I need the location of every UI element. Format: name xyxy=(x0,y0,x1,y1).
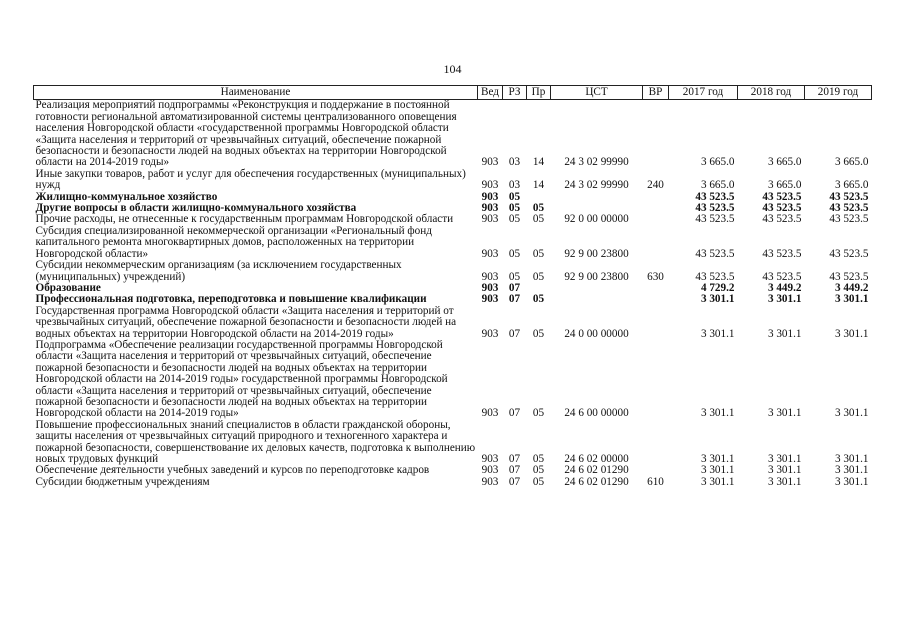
row-vr xyxy=(643,214,669,225)
row-2019: 43 523.5 xyxy=(829,190,869,203)
row-pr: 05 xyxy=(532,213,545,226)
row-2017: 3 301.1 xyxy=(700,475,735,488)
row-2018: 3 301.1 xyxy=(767,407,802,420)
row-2019: 43 523.5 xyxy=(829,270,869,283)
header-row xyxy=(34,86,872,100)
row-name: Подпрограмма «Обеспечение реализации государственной программы Новгородской области «Защита населения и территорий от чрезвычайных ситуаций, обеспечение пожарной безопасности и безопасности людей на водных объектах на территории Новгородской области на 2014-2019 годы» государственной программы Новгородской области «Защита населения и территорий от чрезвычайных ситуаций, обеспечение пожарной безопасности и безопасности людей на водных объектах на территории Новгородской области на 2014-2019 годы» xyxy=(35,338,448,420)
row-vr: 610 xyxy=(647,475,664,488)
row-rz: 07 xyxy=(508,407,521,420)
row-name: Субсидии бюджетным учреждениям xyxy=(35,475,210,488)
header-pr: Пр xyxy=(527,86,551,100)
row-2017: 3 301.1 xyxy=(700,327,735,340)
row-cst: 92 9 00 23800 xyxy=(564,270,629,283)
row-vr xyxy=(643,203,669,214)
row-vr xyxy=(643,100,669,169)
row-vr xyxy=(643,340,669,420)
row-vr: 240 xyxy=(647,179,664,192)
row-rz: 03 xyxy=(508,179,521,192)
row-cst: 24 6 02 01290 xyxy=(564,464,629,477)
row-2018: 43 523.5 xyxy=(762,270,802,283)
row-pr: 05 xyxy=(532,247,545,260)
row-vr xyxy=(643,306,669,340)
table-row xyxy=(34,306,872,340)
row-2019: 3 301.1 xyxy=(834,407,869,420)
row-name: Субсидия специализированной некоммерческой организации «Региональный фонд капитального ремонта многоквартирных домов, расположенных на территории Новгородской области» xyxy=(35,224,432,260)
row-pr: 05 xyxy=(532,202,545,215)
row-2019: 3 301.1 xyxy=(834,453,869,465)
row-2018: 43 523.5 xyxy=(762,213,802,226)
row-name: Образование xyxy=(35,281,101,294)
row-name: Государственная программа Новгородской области «Защита населения и территорий от чрезвычайных ситуаций, обеспечение пожарной безопасности и безопасности людей на водных объектах на территории Новгородской области на 2014-2019 годы» xyxy=(35,304,457,340)
row-ved: 903 xyxy=(481,190,499,203)
row-rz: 03 xyxy=(508,156,521,169)
header-ved: Вед xyxy=(478,86,503,100)
row-name: Повышение профессиональных знаний специалистов в области гражданской обороны, защиты населения от чрезвычайных ситуаций природного и техногенного характера и пожарной безопасности, совершенствование их деловых качеств, подготовка к выполнению новых трудовых функций xyxy=(35,418,476,465)
row-2019: 3 665.0 xyxy=(834,179,869,192)
table-row xyxy=(34,169,872,192)
row-cst xyxy=(551,192,643,203)
row-rz: 07 xyxy=(508,453,521,465)
row-cst: 24 3 02 99990 xyxy=(564,179,629,192)
row-ved: 903 xyxy=(481,179,499,192)
row-cst: 92 0 00 00000 xyxy=(564,213,629,226)
row-ved: 903 xyxy=(481,202,499,215)
row-2017: 43 523.5 xyxy=(695,247,735,260)
row-pr: 14 xyxy=(532,179,545,192)
row-2017: 3 301.1 xyxy=(700,407,735,420)
row-ved: 903 xyxy=(481,464,499,477)
row-2019: 3 301.1 xyxy=(834,327,869,340)
table-row xyxy=(34,226,872,260)
row-name: Другие вопросы в области жилищно-коммунального хозяйства xyxy=(35,202,357,215)
row-pr: 05 xyxy=(532,464,545,477)
row-vr xyxy=(643,294,669,305)
row-vr xyxy=(643,192,669,203)
row-2018: 3 301.1 xyxy=(767,464,802,477)
row-name: Прочие расходы, не отнесенные к государственным программам Новгородской области xyxy=(35,213,454,226)
row-ved: 903 xyxy=(481,213,499,226)
row-name: Профессиональная подготовка, переподготовка и повышение квалификации xyxy=(35,293,427,306)
row-2017: 43 523.5 xyxy=(695,270,735,283)
row-rz: 07 xyxy=(508,293,521,306)
row-cst: 24 3 02 99990 xyxy=(564,156,629,169)
row-pr: 14 xyxy=(532,156,545,169)
header-2018: 2018 год xyxy=(738,86,805,100)
row-cst xyxy=(551,294,643,305)
header-name: Наименование xyxy=(34,86,478,100)
row-2019: 3 301.1 xyxy=(834,464,869,477)
row-rz: 07 xyxy=(508,475,521,488)
row-name: Иные закупки товаров, работ и услуг для обеспечения государственных (муниципальных) нужд xyxy=(35,167,466,192)
row-2018: 3 301.1 xyxy=(767,475,802,488)
row-rz: 05 xyxy=(508,213,521,226)
row-2019: 3 301.1 xyxy=(834,475,869,488)
row-rz: 05 xyxy=(508,270,521,283)
row-2017: 3 301.1 xyxy=(700,293,735,306)
row-rz: 07 xyxy=(508,281,521,294)
row-cst: 24 6 02 01290 xyxy=(564,475,629,488)
row-2017: 3 665.0 xyxy=(700,179,735,192)
row-rz: 07 xyxy=(508,464,521,477)
header-cst: ЦСТ xyxy=(551,86,643,100)
row-pr: 05 xyxy=(532,293,545,306)
row-ved: 903 xyxy=(481,281,499,294)
row-2018: 3 301.1 xyxy=(767,453,802,465)
row-2019: 3 301.1 xyxy=(834,293,869,306)
row-2017: 43 523.5 xyxy=(695,190,735,203)
row-2018: 3 665.0 xyxy=(767,156,802,169)
row-2018: 3 301.1 xyxy=(767,327,802,340)
row-cst: 24 6 00 00000 xyxy=(564,407,629,420)
row-pr: 05 xyxy=(532,270,545,283)
row-ved: 903 xyxy=(481,293,499,306)
row-pr: 05 xyxy=(532,475,545,488)
row-ved: 903 xyxy=(481,475,499,488)
row-rz: 05 xyxy=(508,247,521,260)
page-number: 104 xyxy=(443,62,462,76)
row-ved: 903 xyxy=(481,407,499,420)
table-row xyxy=(34,420,872,466)
row-2019: 3 665.0 xyxy=(834,156,869,169)
row-name: Реализация мероприятий подпрограммы «Реконструкция и поддержание в постоянной готовности региональной автоматизированной системы централизованного оповещения населения Новгородской области «государственной программы Новгородской области «Защита населения и территорий от чрезвычайных ситуаций, обеспечение пожарной безопасности и безопасности людей на водных объектах на территории Новгородской области на 2014-2019 годы» xyxy=(35,99,457,169)
row-pr: 05 xyxy=(532,407,545,420)
row-2017: 3 665.0 xyxy=(700,156,735,169)
row-cst: 24 6 02 00000 xyxy=(564,453,629,465)
row-vr: 630 xyxy=(647,270,664,283)
row-ved: 903 xyxy=(481,156,499,169)
row-2019: 43 523.5 xyxy=(829,247,869,260)
row-2017: 4 729.2 xyxy=(700,281,735,294)
row-2018: 43 523.5 xyxy=(762,190,802,203)
row-name: Обеспечение деятельности учебных заведений и курсов по переподготовке кадров xyxy=(35,464,430,477)
row-vr xyxy=(643,420,669,466)
header-vr: ВР xyxy=(643,86,669,100)
row-ved: 903 xyxy=(481,327,499,340)
row-ved: 903 xyxy=(481,247,499,260)
row-2018: 43 523.5 xyxy=(762,247,802,260)
row-pr: 05 xyxy=(532,327,545,340)
budget-table xyxy=(33,85,872,488)
row-ved: 903 xyxy=(481,270,499,283)
header-2017: 2017 год xyxy=(669,86,738,100)
table-row xyxy=(34,477,872,488)
row-2017: 43 523.5 xyxy=(695,213,735,226)
row-2017: 3 301.1 xyxy=(700,464,735,477)
row-2019: 43 523.5 xyxy=(829,213,869,226)
row-2018: 43 523.5 xyxy=(762,202,802,215)
row-pr: 05 xyxy=(532,453,545,465)
row-rz: 05 xyxy=(508,202,521,215)
row-2018: 3 665.0 xyxy=(767,179,802,192)
header-2019: 2019 год xyxy=(805,86,872,100)
table-body xyxy=(34,100,872,488)
row-2018: 3 301.1 xyxy=(767,293,802,306)
row-name: Субсидии некоммерческим организациям (за исключением государственных (муниципальных) учреждений) xyxy=(35,259,402,283)
row-rz: 05 xyxy=(508,190,521,203)
row-vr xyxy=(643,226,669,260)
row-2017: 3 301.1 xyxy=(700,453,735,465)
row-ved: 903 xyxy=(481,453,499,465)
table-row xyxy=(34,340,872,420)
row-rz: 07 xyxy=(508,327,521,340)
row-cst: 24 0 00 00000 xyxy=(564,327,629,340)
row-2019: 43 523.5 xyxy=(829,202,869,215)
table-row xyxy=(34,294,872,305)
row-cst: 92 9 00 23800 xyxy=(564,247,629,260)
row-2017: 43 523.5 xyxy=(695,202,735,215)
row-2018: 3 449.2 xyxy=(767,281,802,294)
row-cst xyxy=(551,283,643,294)
row-2019: 3 449.2 xyxy=(834,281,869,294)
row-vr xyxy=(643,283,669,294)
table-row xyxy=(34,100,872,169)
table-row xyxy=(34,260,872,283)
header-rz: РЗ xyxy=(503,86,527,100)
row-name: Жилищно-коммунальное хозяйство xyxy=(35,190,218,203)
